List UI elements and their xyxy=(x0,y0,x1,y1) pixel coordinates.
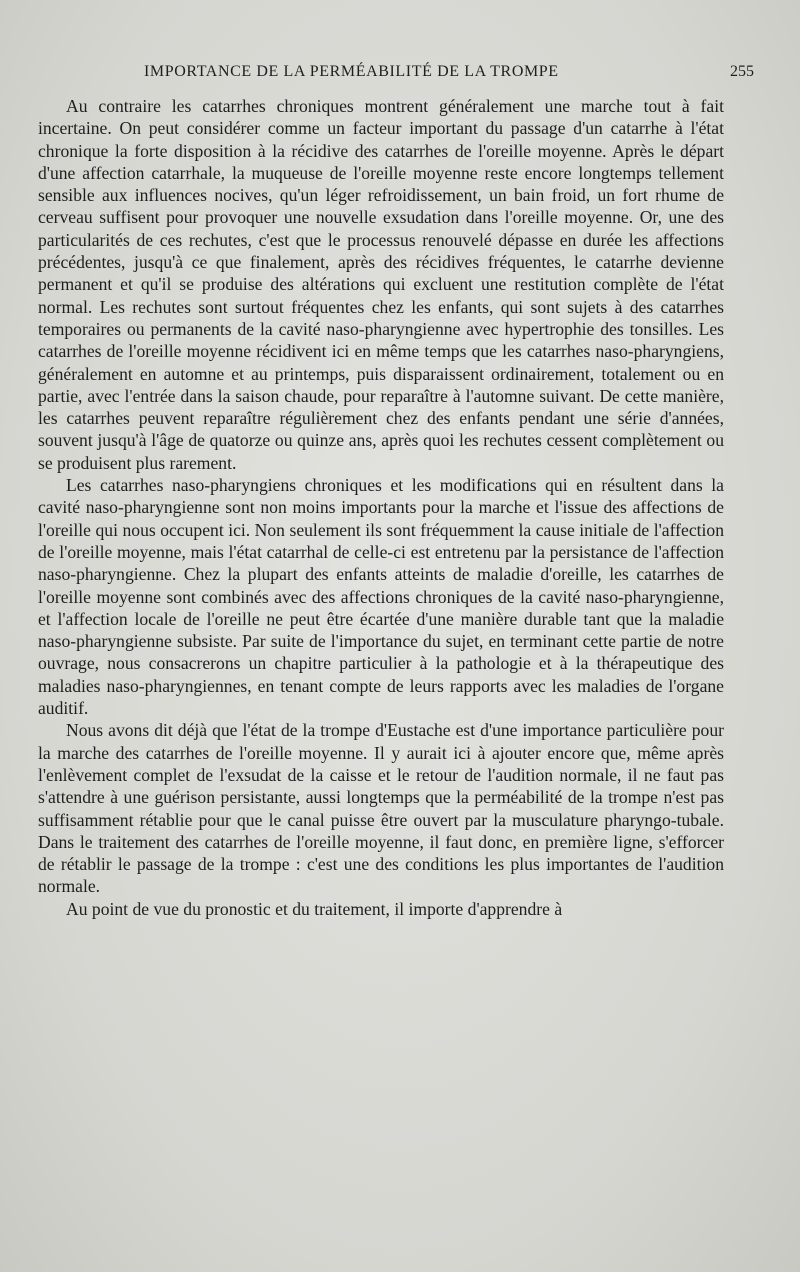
running-head: IMPORTANCE DE LA PERMÉABILITÉ DE LA TROMPE xyxy=(144,63,559,80)
page-number: 255 xyxy=(730,63,754,80)
paragraph: Nous avons dit déjà que l'état de la trompe d'Eustache est d'une importance particulière pour la marche des catarrhes de l'oreille moyenne. Il y aurait ici à ajouter encore que, même après l'enlèvement complet de l'exsudat de la caisse et le retour de l'audition normale, il ne faut pas s'attendre à une guérison persistante, aussi longtemps que la perméabilité de la trompe n'est pas suffisamment rétablie pour que le canal puisse être ouvert par la musculature pharyngo-tubale. Dans le traitement des catarrhes de l'oreille moyenne, il faut donc, en première ligne, s'efforcer de rétablir le passage de la trompe : c'est une des conditions les plus importantes de l'audition normale. xyxy=(38,720,724,897)
page-header xyxy=(40,60,760,84)
paragraph: Au point de vue du pronostic et du traitement, il importe d'apprendre à xyxy=(66,898,563,919)
paragraph: Les catarrhes naso-pharyngiens chroniques et les modifications qui en résultent dans la cavité naso-pharyngienne sont non moins importants pour la marche et l'issue des affections de l'oreille qui nous occupent ici. Non seulement ils sont fréquemment la cause initiale de l'affection de l'oreille moyenne, mais l'état catarrhal de celle-ci est entretenu par la persistance de l'affection naso-pharyngienne. Chez la plupart des enfants atteints de maladie d'oreille, les catarrhes de l'oreille moyenne sont combinés avec des affections chroniques de la cavité naso-pharyngienne, et l'affection locale de l'oreille ne peut être écartée d'une manière durable tant que la maladie naso-pharyngienne subsiste. Par suite de l'importance du sujet, en terminant cette partie de notre ouvrage, nous consacrerons un chapitre particulier à la pathologie et à la thérapeutique des maladies naso-pharyngiennes, en tenant compte de leurs rapports avec les maladies de l'organe auditif. xyxy=(38,475,724,719)
body-text xyxy=(38,95,724,920)
paragraph: Au contraire les catarrhes chroniques montrent généralement une marche tout à fait incertaine. On peut considérer comme un facteur important du passage d'un catarrhe à l'état chronique la forte disposition à la récidive des catarrhes de l'oreille moyenne. Après le départ d'une affection catarrhale, la muqueuse de l'oreille moyenne reste encore longtemps tellement sensible aux influences nocives, qu'un léger refroidissement, un bain froid, un fort rhume de cerveau suffisent pour provoquer une nouvelle exsudation dans l'oreille moyenne. Or, une des particularités de ces rechutes, c'est que le processus renouvelé dépasse en durée les affections précédentes, jusqu'à ce que finalement, après des récidives fréquentes, le catarrhe devienne permanent et qu'il se produise des altérations qui excluent une restitution complète de l'état normal. Les rechutes sont surtout fréquentes chez les enfants, qui sont sujets à des catarrhes temporaires ou permanents de la cavité naso-pharyngienne avec hypertrophie des tonsilles. Les catarrhes de l'oreille moyenne récidivent ici en même temps que les catarrhes naso-pharyngiens, généralement en automne et au printemps, puis disparaissent ordinairement, totalement ou en partie, avec l'entrée dans la saison chaude, pour reparaître à l'automne suivant. De cette manière, les catarrhes peuvent reparaître régulièrement chez des enfants pendant une série d'années, souvent jusqu'à l'âge de quatorze ou quinze ans, après quoi les rechutes cessent complètement ou se produisent plus rarement. xyxy=(38,96,724,473)
